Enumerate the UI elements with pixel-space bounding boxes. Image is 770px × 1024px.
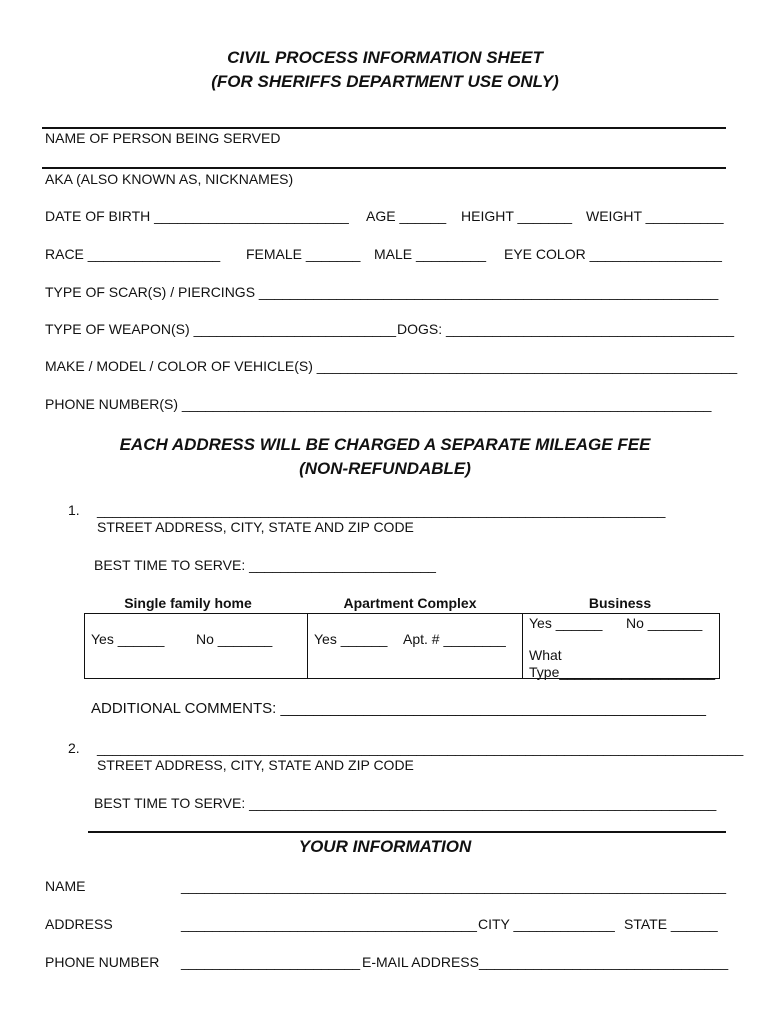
dob-field[interactable]: DATE OF BIRTH _________________________ (45, 208, 349, 224)
dogs-field[interactable]: DOGS: _____________________________________ (397, 321, 735, 337)
scars-field[interactable]: TYPE OF SCAR(S) / PIERCINGS ___________________________________________________________ (45, 284, 719, 300)
single-family-header: Single family home (124, 595, 252, 611)
your-phone-field[interactable]: _______________________ (181, 954, 361, 970)
your-info-divider (88, 831, 726, 833)
page-title: CIVIL PROCESS INFORMATION SHEET (227, 48, 543, 67)
female-field[interactable]: FEMALE _______ (246, 246, 361, 262)
business-cell (523, 614, 720, 679)
address2-caption: STREET ADDRESS, CITY, STATE AND ZIP CODE (97, 757, 414, 773)
your-email-field[interactable]: E-MAIL ADDRESS________________________________ (362, 954, 729, 970)
address1-best-time[interactable]: BEST TIME TO SERVE: ________________________ (94, 557, 436, 573)
top-divider (42, 127, 726, 129)
apartment-number[interactable]: Apt. # ________ (403, 631, 506, 647)
page-subtitle: (FOR SHERIFFS DEPARTMENT USE ONLY) (211, 72, 559, 91)
address1-comments[interactable]: ADDITIONAL COMMENTS: ___________________________________________________ (91, 700, 706, 717)
vehicle-field[interactable]: MAKE / MODEL / COLOR OF VEHICLE(S) ______________________________________________________ (45, 358, 738, 374)
address2-line[interactable]: ___________________________________________________________________________________ (97, 740, 744, 756)
served-name-label: NAME OF PERSON BEING SERVED (45, 130, 281, 146)
your-name-label: NAME (45, 878, 86, 894)
apartment-header: Apartment Complex (343, 595, 477, 611)
name-divider (42, 167, 726, 169)
business-yes[interactable]: Yes ______ (529, 615, 603, 631)
your-name-field[interactable]: ______________________________________________________________________ (181, 878, 727, 894)
mileage-notice: EACH ADDRESS WILL BE CHARGED A SEPARATE MILEAGE FEE (119, 435, 651, 454)
address1-caption: STREET ADDRESS, CITY, STATE AND ZIP CODE (97, 519, 414, 535)
your-city-field[interactable]: CITY _____________ (478, 916, 615, 932)
address1-line[interactable]: _________________________________________________________________________ (97, 502, 666, 518)
phone-numbers-field[interactable]: PHONE NUMBER(S) ____________________________________________________________________ (45, 396, 712, 412)
single-family-cell (85, 614, 308, 679)
your-address-field[interactable]: ______________________________________ (181, 916, 477, 932)
your-phone-label: PHONE NUMBER (45, 954, 160, 970)
your-address-label: ADDRESS (45, 916, 113, 932)
business-type-field[interactable]: Type____________________ (529, 664, 716, 680)
height-field[interactable]: HEIGHT _______ (461, 208, 573, 224)
single-family-no[interactable]: No _______ (196, 631, 273, 647)
single-family-yes[interactable]: Yes ______ (91, 631, 165, 647)
business-header: Business (588, 595, 652, 611)
race-field[interactable]: RACE _________________ (45, 246, 221, 262)
property-type-table (84, 613, 720, 679)
age-field[interactable]: AGE ______ (366, 208, 447, 224)
non-refundable-notice: (NON-REFUNDABLE) (299, 459, 471, 478)
your-state-field[interactable]: STATE ______ (624, 916, 718, 932)
business-what-label: What (529, 647, 562, 663)
address2-best-time[interactable]: BEST TIME TO SERVE: ____________________________________________________________ (94, 795, 717, 811)
business-no[interactable]: No _______ (626, 615, 703, 631)
male-field[interactable]: MALE _________ (374, 246, 487, 262)
weapons-field[interactable]: TYPE OF WEAPON(S) __________________________ (45, 321, 397, 337)
apartment-yes[interactable]: Yes ______ (314, 631, 388, 647)
weight-field[interactable]: WEIGHT __________ (586, 208, 724, 224)
your-info-heading: YOUR INFORMATION (298, 837, 472, 856)
aka-label: AKA (ALSO KNOWN AS, NICKNAMES) (45, 171, 294, 187)
apartment-cell (308, 614, 523, 679)
eye-color-field[interactable]: EYE COLOR _________________ (504, 246, 722, 262)
address2-number: 2. (68, 740, 80, 756)
address1-number: 1. (68, 502, 80, 518)
